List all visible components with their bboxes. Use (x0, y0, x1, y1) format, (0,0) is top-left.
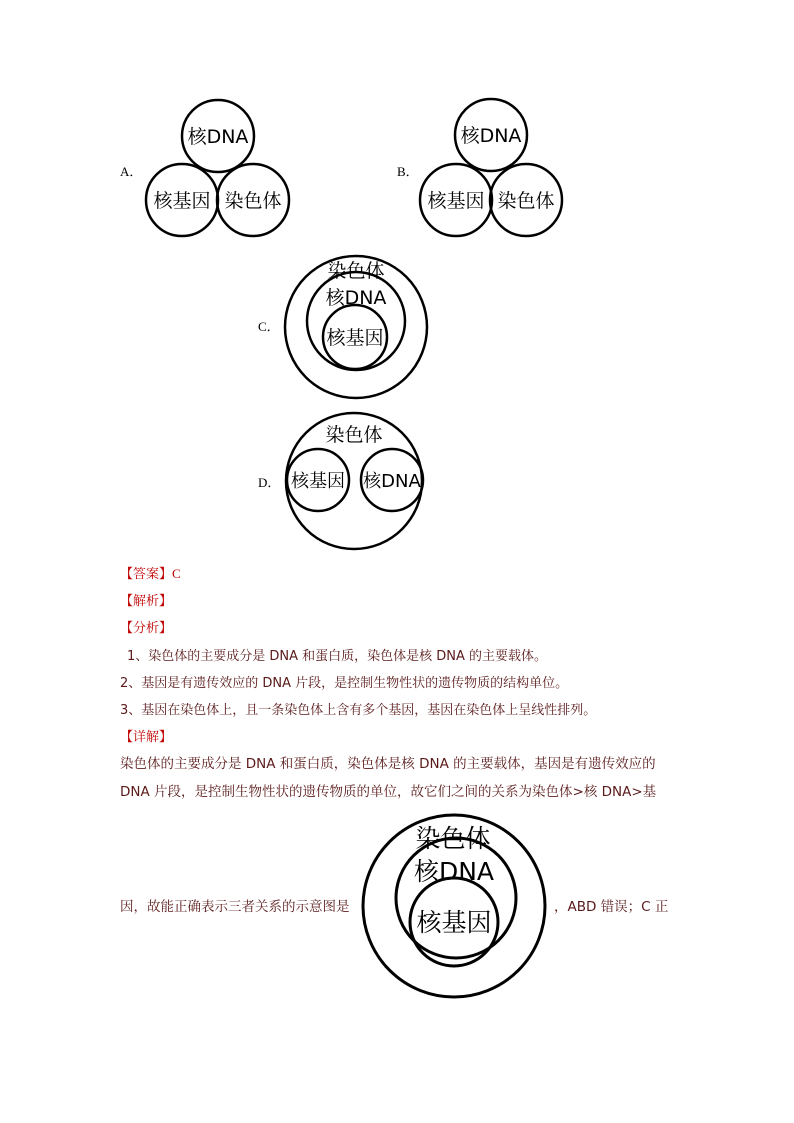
option-a-text-gene: 核基因 (153, 190, 211, 212)
answer-tag: 【答案】 (120, 567, 173, 582)
option-c-diagram (282, 252, 432, 402)
option-a-label: A． (120, 164, 143, 179)
detail-line-3-before: 因，故能正确表示三者关系的示意图是 (120, 899, 350, 915)
option-b-text-gene: 核基因 (427, 190, 485, 212)
detail-tag: 【详解】 (120, 730, 173, 745)
option-b-text-chromosome: 染色体 (497, 190, 555, 212)
answer-line (120, 563, 181, 582)
inline-text-dna: 核DNA (413, 857, 495, 886)
option-b-label: B． (397, 164, 419, 179)
option-d-text-gene: 核基因 (291, 471, 345, 492)
option-c-text-gene: 核基因 (326, 327, 384, 349)
inline-text-chromosome: 染色体 (415, 824, 491, 853)
option-c-text-chromosome: 染色体 (327, 260, 385, 282)
answer-value: C (172, 566, 181, 581)
fenxi-point-1: 1、染色体的主要成分是 DNA 和蛋白质，染色体是核 DNA 的主要载体。 (127, 649, 548, 664)
option-a-text-dna: 核DNA (187, 126, 249, 148)
detail-line-2: DNA 片段，是控制生物性状的遗传物质的单位，故它们之间的关系为染色体>核 DNA>基 (120, 784, 657, 800)
option-d-text-dna: 核DNA (363, 471, 421, 492)
fenxi-point-2: 2、基因是有遗传效应的 DNA 片段，是控制生物性状的遗传物质的结构单位。 (120, 676, 569, 691)
fenxi-point-3: 3、基因在染色体上，且一条染色体上含有多个基因，基因在染色体上呈线性排列。 (120, 703, 597, 718)
option-d-text-chromosome: 染色体 (325, 424, 383, 446)
option-b-text-dna: 核DNA (460, 125, 522, 147)
detail-line-3-after: ，ABD 错误；C 正 (554, 899, 669, 915)
detail-line-1: 染色体的主要成分是 DNA 和蛋白质，染色体是核 DNA 的主要载体，基因是有遗传效应的 (120, 756, 656, 772)
option-c-text-dna: 核DNA (325, 287, 387, 309)
option-d-label: D． (258, 475, 281, 490)
analysis-tag: 【解析】 (120, 594, 173, 609)
option-d-diagram (282, 408, 432, 553)
option-b-diagram (415, 95, 575, 245)
option-a-diagram (140, 95, 300, 245)
inline-answer-diagram (360, 812, 548, 1000)
option-c-label: C． (258, 319, 280, 334)
fenxi-tag: 【分析】 (120, 621, 173, 636)
inline-text-gene: 核基因 (416, 908, 492, 937)
option-a-text-chromosome: 染色体 (224, 190, 282, 212)
